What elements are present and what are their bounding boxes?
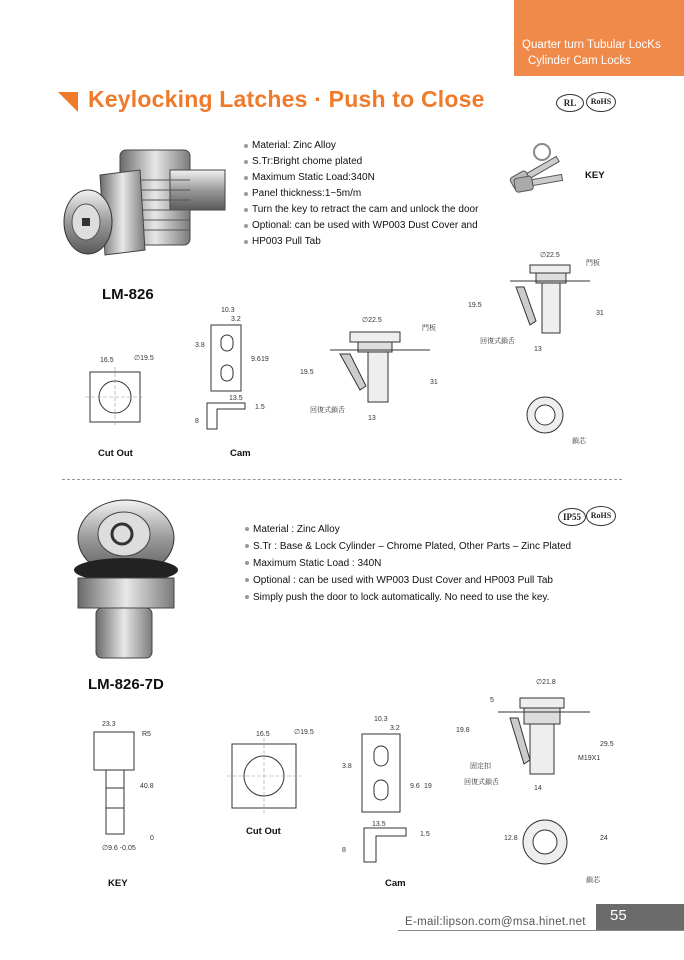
spec-item: Optional : can be used with WP003 Dust Cover and HP003 Pull Tab	[244, 572, 571, 589]
dim-label: 8	[195, 418, 199, 425]
dim-label: 19.5	[300, 369, 314, 376]
dim-label: 10.3	[221, 307, 235, 314]
lm826-7d-cutout-drawing	[232, 728, 312, 818]
dim-label: 13	[534, 346, 542, 353]
title-marker-icon	[58, 92, 78, 112]
dim-label: ∅22.5	[362, 317, 382, 324]
dim-label: 14	[534, 785, 542, 792]
lm826-photo	[60, 140, 235, 280]
section-tab	[514, 0, 684, 76]
dim-label: M19X1	[578, 755, 601, 762]
dim-label: 3.8	[195, 342, 205, 349]
lm826-right-drawing	[460, 245, 610, 445]
dim-label: 9.6	[251, 356, 261, 363]
spec-item: Optional: can be used with WP003 Dust Cover and	[243, 218, 478, 234]
dim-label: 23.3	[102, 721, 116, 728]
dim-label: 門板	[422, 325, 436, 332]
dim-label: 19	[424, 783, 432, 790]
dim-label: 9.6	[410, 783, 420, 790]
ip55-badge: IP55	[558, 508, 586, 526]
dim-label: 5	[490, 697, 494, 704]
section-tab-line2: Cylinder Cam Locks	[528, 55, 631, 67]
footer-rule	[398, 930, 684, 931]
product2-spec-list	[244, 521, 571, 606]
dim-label: 3.2	[231, 316, 241, 323]
dim-label: R5	[142, 731, 151, 738]
spec-item-continued: HP003 Pull Tab	[243, 234, 478, 250]
spec-item: Maximum Static Load : 340N	[244, 555, 571, 572]
dim-label: 回復式鎖舌	[310, 407, 345, 414]
section-tab-line1: Quarter turn Tubular LocKs	[522, 39, 661, 51]
cutout-label: Cut Out	[246, 826, 281, 837]
dim-label: 19.8	[456, 727, 470, 734]
dim-label: ∅22.5	[540, 252, 560, 259]
dim-label: 1.5	[420, 831, 430, 838]
section-divider	[62, 479, 622, 480]
contact-email: E-mail:lipson.com@msa.hinet.net	[405, 916, 586, 928]
dim-label: 29.5	[600, 741, 614, 748]
dim-label: 13.5	[372, 821, 386, 828]
spec-item: Material : Zinc Alloy	[244, 521, 571, 538]
dim-label: 24	[600, 835, 608, 842]
dim-label: 10.3	[374, 716, 388, 723]
rohs-badge: RoHS	[586, 506, 616, 526]
spec-item: Panel thickness:1~5m/m	[243, 186, 478, 202]
dim-label: 1.5	[255, 404, 265, 411]
dim-label: 16.5	[100, 357, 114, 364]
product2-model: LM-826-7D	[88, 676, 164, 693]
page-title: Keylocking Latches · Push to Close	[88, 86, 485, 112]
dim-label: 回復式鎖舌	[464, 779, 499, 786]
dim-label: 31	[596, 310, 604, 317]
dim-label: 16.5	[256, 731, 270, 738]
lm826-7d-key-drawing	[84, 718, 174, 858]
rl-badge: RL	[556, 94, 584, 112]
dim-label: 12.8	[504, 835, 518, 842]
cam-label: Cam	[230, 448, 251, 459]
cam-label: Cam	[385, 878, 406, 889]
dim-label: 13.5	[229, 395, 243, 402]
spec-item: Simply push the door to lock automatically. No need to use the key.	[244, 589, 571, 606]
dim-label: ∅19.5	[294, 729, 314, 736]
key-label: KEY	[108, 878, 128, 889]
dim-label: 8	[342, 847, 346, 854]
spec-item: Material: Zinc Alloy	[243, 138, 478, 154]
dim-label: 鎖芯	[572, 438, 586, 445]
dim-label: ∅21.8	[536, 679, 556, 686]
lm826-cam-drawing	[195, 305, 275, 435]
page-number-box	[596, 904, 684, 930]
key-photo	[500, 140, 570, 210]
spec-item: Maximum Static Load:340N	[243, 170, 478, 186]
rohs-badge: RoHS	[586, 92, 616, 112]
key-label: KEY	[585, 170, 605, 181]
dim-label: 0	[150, 835, 154, 842]
cutout-label: Cut Out	[98, 448, 133, 459]
lm826-cutout-drawing	[90, 352, 160, 432]
dim-label: ∅19.5	[134, 355, 154, 362]
dim-label: 門板	[586, 260, 600, 267]
dim-label: 19	[261, 356, 269, 363]
lm826-7d-cam-drawing	[340, 712, 440, 872]
dim-label: 40.8	[140, 783, 154, 790]
lm826-side-drawing	[300, 310, 450, 430]
lm826-7d-photo	[66, 498, 186, 668]
dim-label: 19.5	[468, 302, 482, 309]
dim-label: 3.2	[390, 725, 400, 732]
dim-label: 31	[430, 379, 438, 386]
page-number: 55	[610, 907, 627, 924]
lm826-7d-side-drawing	[450, 672, 620, 892]
product1-spec-list	[243, 138, 478, 250]
dim-label: 回復式鎖舌	[480, 338, 515, 345]
spec-item: S.Tr : Base & Lock Cylinder – Chrome Plated, Other Parts – Zinc Plated	[244, 538, 571, 555]
dim-label: 13	[368, 415, 376, 422]
dim-label: 3.8	[342, 763, 352, 770]
product1-model: LM-826	[102, 286, 154, 303]
dim-label: ∅9.6 -0.05	[102, 845, 136, 852]
spec-item: S.Tr:Bright chome plated	[243, 154, 478, 170]
spec-item: Turn the key to retract the cam and unlock the door	[243, 202, 478, 218]
dim-label: 固定扣	[470, 763, 491, 770]
dim-label: 鎖芯	[586, 877, 600, 884]
